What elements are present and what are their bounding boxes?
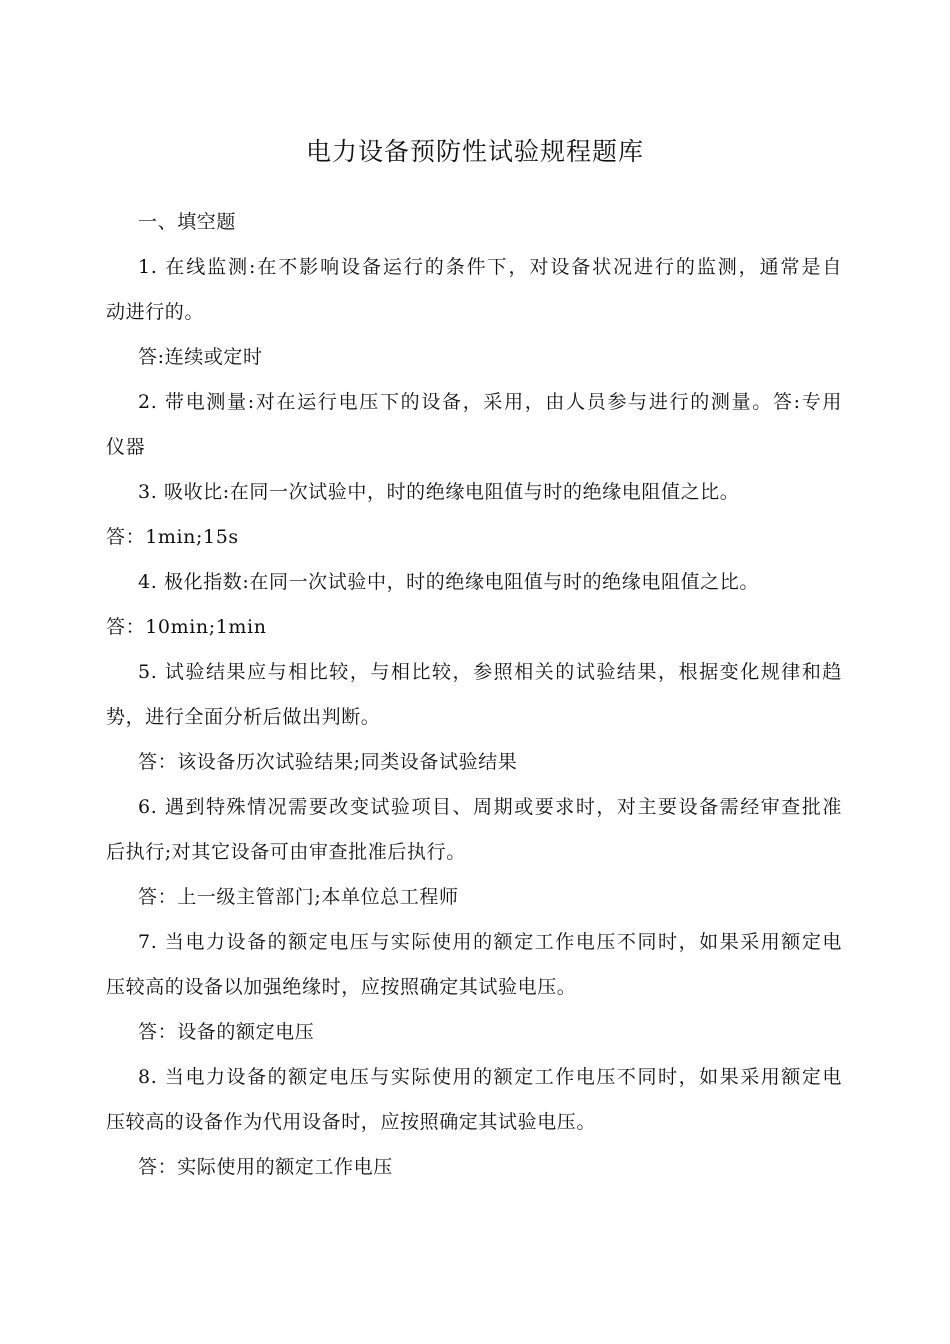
answer-5: 答：该设备历次试验结果;同类设备试验结果	[138, 751, 518, 773]
document-title: 电力设备预防性试验规程题库	[305, 137, 644, 166]
question-3: 3. 吸收比:在同一次试验中，时的绝缘电阻值与时的绝缘电阻值之比。	[138, 481, 740, 503]
question-7-line-2: 压较高的设备以加强绝缘时，应按照确定其试验电压。	[106, 976, 577, 998]
answer-4: 答：10min;1min	[106, 616, 267, 638]
question-8-line-2: 压较高的设备作为代用设备时，应按照确定其试验电压。	[106, 1111, 597, 1133]
question-4: 4. 极化指数:在同一次试验中，时的绝缘电阻值与时的绝缘电阻值之比。	[138, 571, 759, 593]
question-1-line-1: 1. 在线监测:在不影响设备运行的条件下，对设备状况进行的监测，通常是自	[138, 256, 842, 278]
answer-6: 答：上一级主管部门;本单位总工程师	[138, 886, 459, 908]
question-2-line-1: 2. 带电测量:对在运行电压下的设备，采用，由人员参与进行的测量。答:专用	[138, 391, 842, 413]
question-6-line-2: 后执行;对其它设备可由审查批准后执行。	[106, 841, 466, 863]
question-1-line-2: 动进行的。	[106, 301, 205, 323]
question-5-line-1: 5. 试验结果应与相比较，与相比较，参照相关的试验结果，根据变化规律和趋	[138, 661, 842, 683]
document-body	[106, 200, 842, 1190]
question-2-line-2: 仪器	[106, 436, 146, 458]
question-6-line-1: 6. 遇到特殊情况需要改变试验项目、周期或要求时，对主要设备需经审查批准	[138, 796, 842, 818]
section-heading: 一、填空题	[138, 211, 237, 233]
question-7-line-1: 7. 当电力设备的额定电压与实际使用的额定工作电压不同时，如果采用额定电	[138, 931, 842, 953]
question-5-line-2: 势，进行全面分析后做出判断。	[106, 706, 381, 728]
answer-3: 答：1min;15s	[106, 526, 239, 548]
question-8-line-1: 8. 当电力设备的额定电压与实际使用的额定工作电压不同时，如果采用额定电	[138, 1066, 842, 1088]
answer-1: 答:连续或定时	[138, 346, 263, 368]
answer-7: 答：设备的额定电压	[138, 1021, 315, 1043]
answer-8: 答：实际使用的额定工作电压	[138, 1156, 393, 1178]
